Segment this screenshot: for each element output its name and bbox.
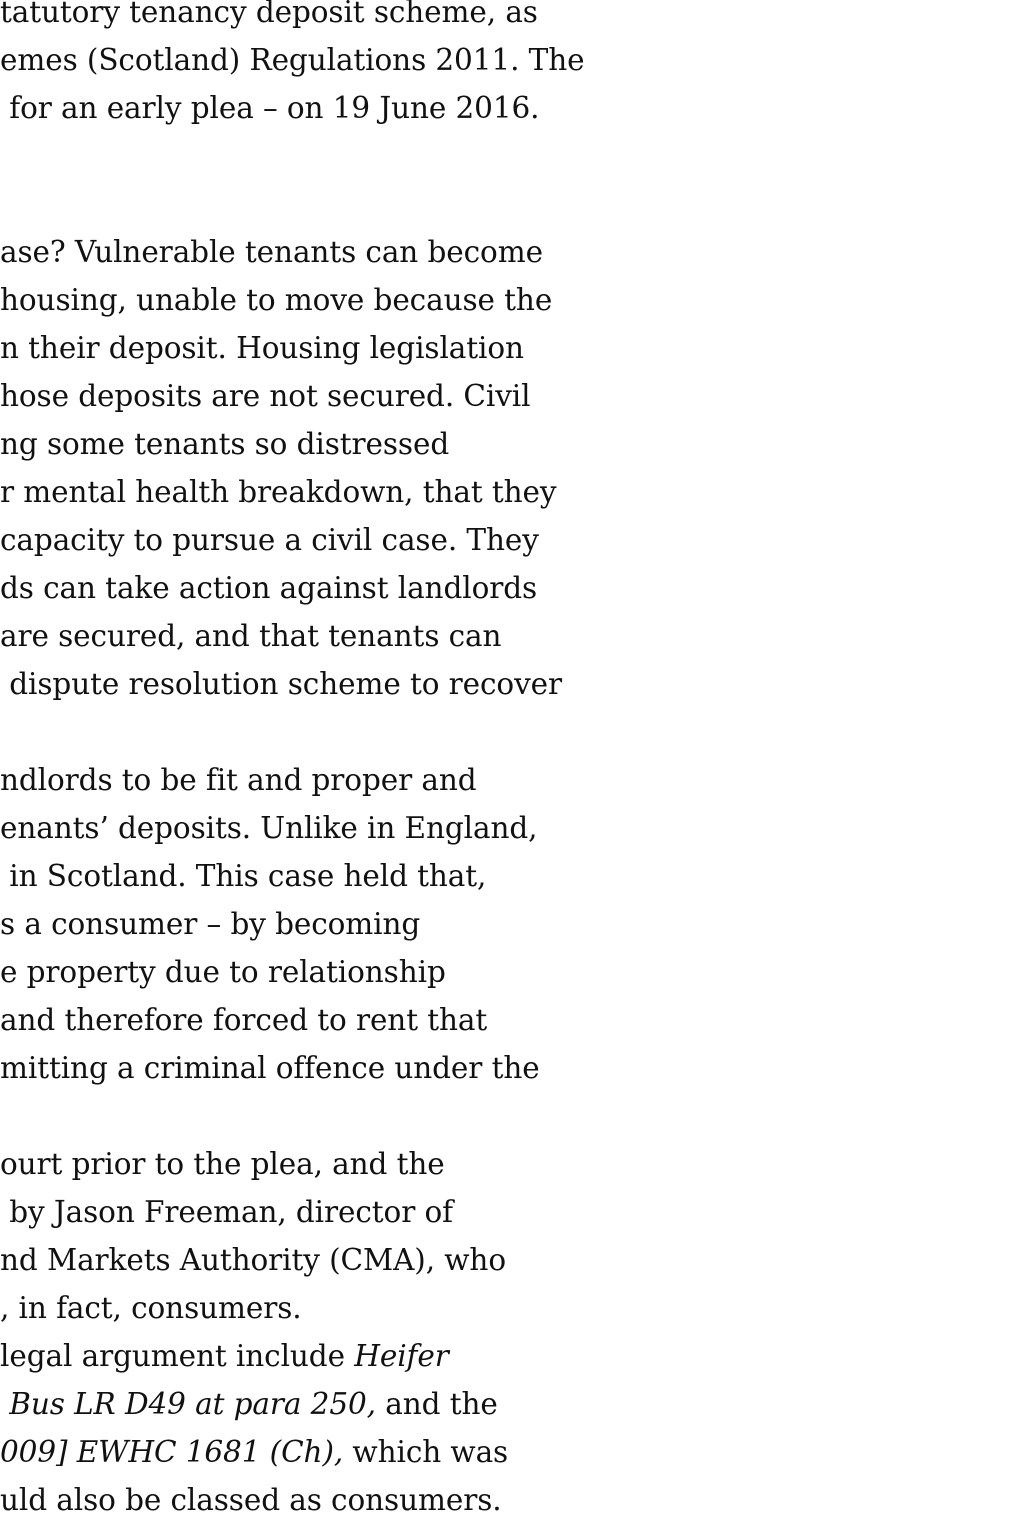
text-line: [0, 660, 562, 708]
text-line: [0, 1236, 506, 1284]
text-line: [0, 804, 537, 852]
text-line: [0, 1188, 453, 1236]
text-run: ourt prior to the plea, and the: [0, 1147, 445, 1181]
text-run: nd Markets Authority (CMA), who: [0, 1243, 506, 1277]
text-line: [0, 0, 538, 36]
text-run: enants’ deposits. Unlike in England,: [0, 811, 538, 845]
text-line: [0, 36, 584, 84]
text-run: , in fact, consumers.: [0, 1291, 302, 1325]
italic-citation: Heifer: [354, 1339, 449, 1373]
text-line: [0, 84, 539, 132]
text-line: [0, 1428, 508, 1476]
text-run: ase? Vulnerable tenants can become: [0, 235, 543, 269]
text-run: legal argument include: [0, 1339, 355, 1373]
text-line: [0, 1044, 540, 1092]
italic-citation: Bus LR D49 at para 250,: [0, 1387, 376, 1421]
text-run: and the: [375, 1387, 498, 1421]
text-line: [0, 1332, 449, 1380]
text-run: in Scotland. This case held that,: [0, 859, 487, 893]
text-run: for an early plea – on 19 June 2016.: [0, 91, 540, 125]
text-line: [0, 1380, 498, 1428]
text-run: [0, 1531, 325, 1536]
italic-citation: 009] EWHC 1681 (Ch),: [0, 1435, 344, 1469]
text-line: [0, 516, 539, 564]
text-line: [0, 276, 552, 324]
text-run: dispute resolution scheme to recover: [0, 667, 563, 701]
text-run: are secured, and that tenants can: [0, 619, 502, 653]
text-line: [0, 372, 530, 420]
text-line: [0, 564, 537, 612]
text-run: emes (Scotland) Regulations 2011. The: [0, 43, 585, 77]
text-line: [0, 900, 420, 948]
text-line: [0, 1476, 502, 1524]
text-run: e property due to relationship: [0, 955, 446, 989]
text-run: ndlords to be fit and proper and: [0, 763, 477, 797]
text-run: housing, unable to move because the: [0, 283, 553, 317]
text-run: by Jason Freeman, director of: [0, 1195, 453, 1229]
text-run: and therefore forced to rent that: [0, 1003, 488, 1037]
text-line: [0, 228, 543, 276]
text-run: capacity to pursue a civil case. They: [0, 523, 539, 557]
text-run: hose deposits are not secured. Civil: [0, 379, 531, 413]
text-line: [0, 756, 477, 804]
text-line: [0, 324, 524, 372]
text-run: tatutory tenancy deposit scheme, as: [0, 0, 538, 29]
text-line: [0, 1140, 445, 1188]
text-run: s a consumer – by becoming: [0, 907, 421, 941]
text-line: [0, 852, 486, 900]
text-run: mitting a criminal offence under the: [0, 1051, 540, 1085]
text-run: r mental health breakdown, that they: [0, 475, 557, 509]
text-line: [0, 1524, 325, 1536]
text-run: uld also be classed as consumers.: [0, 1483, 502, 1517]
text-run: ng some tenants so distressed: [0, 427, 450, 461]
text-line: [0, 468, 556, 516]
text-line: [0, 1284, 302, 1332]
text-run: n their deposit. Housing legislation: [0, 331, 524, 365]
text-line: [0, 612, 501, 660]
text-line: [0, 996, 487, 1044]
text-line: [0, 420, 449, 468]
text-line: [0, 948, 446, 996]
text-run: which was: [343, 1435, 509, 1469]
text-run: ds can take action against landlords: [0, 571, 538, 605]
